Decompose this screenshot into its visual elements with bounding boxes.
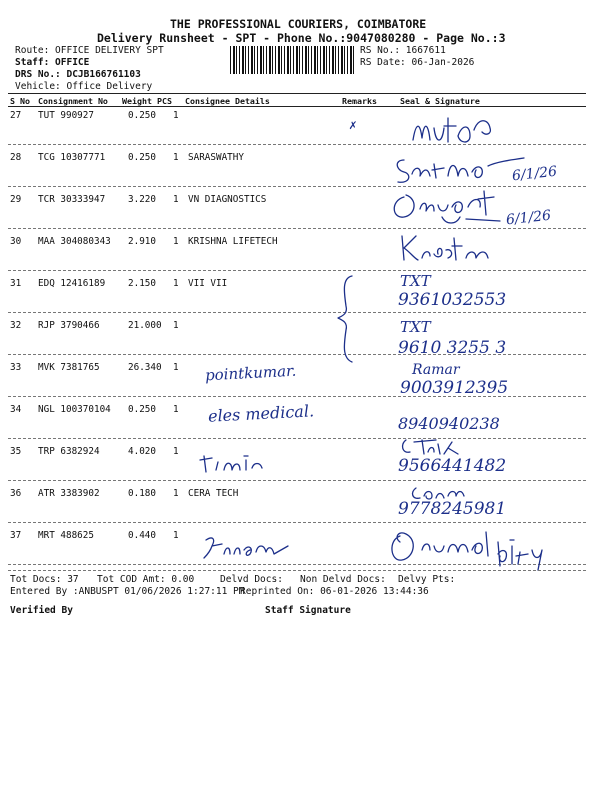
- row-separator: [8, 144, 586, 145]
- row-pcs: 1: [173, 152, 179, 163]
- company-title: THE PROFESSIONAL COURIERS, COIMBATORE: [170, 17, 427, 31]
- txt-mark-row-31: TXT: [400, 272, 431, 290]
- row-consignment: ATR 3383902: [38, 488, 100, 499]
- col-consignment: Consignment No: [38, 96, 108, 106]
- reprinted-on: Reprinted On: 06-01-2026 13:44:36: [240, 586, 429, 597]
- row-sno: 36: [10, 488, 22, 499]
- row-pcs: 1: [173, 362, 179, 373]
- row-pcs: 1: [173, 404, 179, 415]
- col-consignee: Consignee Details: [185, 96, 270, 106]
- row-separator: [8, 480, 586, 481]
- row-sno: 29: [10, 194, 22, 205]
- staff-label: Staff: OFFICE: [15, 57, 90, 68]
- phone-row-34: 8940940238: [398, 414, 500, 433]
- signature-row-37: [388, 526, 558, 576]
- row-consignee: VN DIAGNOSTICS: [188, 194, 267, 205]
- col-sno: S No: [10, 96, 30, 106]
- row-sno: 33: [10, 362, 22, 373]
- vehicle-label: Vehicle: Office Delivery: [15, 81, 153, 92]
- row-sno: 32: [10, 320, 22, 331]
- delvd-docs: Delvd Docs:: [220, 574, 283, 585]
- runsheet-title: Delivery Runsheet - SPT - Phone No.:9047080280 - Page No.:3: [97, 31, 506, 45]
- brace-rows-31-32: [330, 272, 360, 367]
- col-pcs: PCS: [157, 96, 172, 106]
- row-consignee: KRISHNA LIFETECH: [188, 236, 278, 247]
- row-separator: [8, 438, 586, 439]
- consignee-handwritten-row-34: eles medical.: [207, 401, 315, 426]
- row-weight: 26.340: [128, 362, 162, 373]
- row-consignment: MRT 488625: [38, 530, 94, 541]
- row-separator: [8, 312, 586, 313]
- row-sno: 31: [10, 278, 22, 289]
- entered-by: Entered By :ANBUSPT 01/06/2026 1:27:11 PM: [10, 586, 245, 597]
- row-weight: 2.150: [128, 278, 156, 289]
- row-consignment: TCG 10307771: [38, 152, 106, 163]
- consignee-scribble-row-35: [198, 452, 268, 478]
- row-weight: 21.000: [128, 320, 162, 331]
- row-sno: 34: [10, 404, 22, 415]
- rs-date: RS Date: 06-Jan-2026: [360, 57, 475, 68]
- consignee-scribble-row-37: [200, 532, 295, 566]
- row-pcs: 1: [173, 488, 179, 499]
- row-pcs: 1: [173, 236, 179, 247]
- row-sno: 27: [10, 110, 22, 121]
- date-row-28: 6/1/26: [511, 163, 558, 185]
- row-separator: [8, 270, 586, 271]
- phone-row-36: 9778245981: [398, 499, 507, 519]
- name-row-33: Ramar: [412, 362, 460, 378]
- tot-docs: Tot Docs: 37: [10, 574, 79, 585]
- row-sno: 30: [10, 236, 22, 247]
- row-separator: [8, 522, 586, 523]
- row-sno: 35: [10, 446, 22, 457]
- row-pcs: 1: [173, 110, 179, 121]
- signature-row-27: [408, 110, 498, 155]
- col-seal: Seal & Signature: [400, 96, 480, 106]
- col-remarks: Remarks: [342, 96, 377, 106]
- phone-row-33: 9003912395: [400, 378, 509, 398]
- row-pcs: 1: [173, 278, 179, 289]
- footer-rule: [8, 570, 586, 571]
- row-consignment: MAA 304080343: [38, 236, 111, 247]
- row-consignment: TRP 6382924: [38, 446, 100, 457]
- header-bottom-rule: [8, 106, 586, 107]
- signature-row-30: [396, 232, 506, 266]
- row-consignee: SARASWATHY: [188, 152, 244, 163]
- staff-signature: Staff Signature: [265, 605, 351, 616]
- row-consignment: MVK 7381765: [38, 362, 100, 373]
- verified-by: Verified By: [10, 605, 73, 616]
- consignee-handwritten-row-33: pointkumar.: [204, 361, 297, 385]
- col-weight: Weight: [122, 96, 152, 106]
- non-delvd-docs: Non Delvd Docs:: [300, 574, 386, 585]
- row-sno: 37: [10, 530, 22, 541]
- drs-number: DRS No.: DCJB166761103: [15, 69, 141, 80]
- phone-row-35: 9566441482: [398, 456, 507, 476]
- row-consignment: TUT 990927: [38, 110, 94, 121]
- row-pcs: 1: [173, 446, 179, 457]
- row-consignment: EDQ 12416189: [38, 278, 106, 289]
- row-weight: 0.440: [128, 530, 156, 541]
- barcode: [230, 46, 356, 74]
- row-weight: 0.180: [128, 488, 156, 499]
- row-consignment: TCR 30333947: [38, 194, 106, 205]
- row-weight: 3.220: [128, 194, 156, 205]
- row-weight: 4.020: [128, 446, 156, 457]
- row-consignee: CERA TECH: [188, 488, 239, 499]
- delvy-pts: Delvy Pts:: [398, 574, 456, 585]
- tot-cod: Tot COD Amt: 0.00: [97, 574, 195, 585]
- row-consignee: VII VII: [188, 278, 228, 289]
- row-consignment: RJP 3790466: [38, 320, 100, 331]
- phone-row-31: 9361032553: [398, 290, 507, 310]
- date-row-29: 6/1/26: [505, 207, 552, 229]
- row-weight: 0.250: [128, 404, 156, 415]
- row-weight: 2.910: [128, 236, 156, 247]
- row-pcs: 1: [173, 194, 179, 205]
- row-pcs: 1: [173, 320, 179, 331]
- route-label: Route: OFFICE DELIVERY SPT: [15, 45, 164, 56]
- txt-mark-row-32: TXT: [400, 318, 431, 336]
- row-weight: 0.250: [128, 152, 156, 163]
- phone-row-32: 9610 3255 3: [398, 338, 507, 358]
- row-consignment: NGL 100370104: [38, 404, 111, 415]
- row-pcs: 1: [173, 530, 179, 541]
- remark-tick-mark: ✗: [349, 118, 357, 133]
- rs-number: RS No.: 1667611: [360, 45, 446, 56]
- header-top-rule: [8, 93, 586, 94]
- row-weight: 0.250: [128, 110, 156, 121]
- row-sno: 28: [10, 152, 22, 163]
